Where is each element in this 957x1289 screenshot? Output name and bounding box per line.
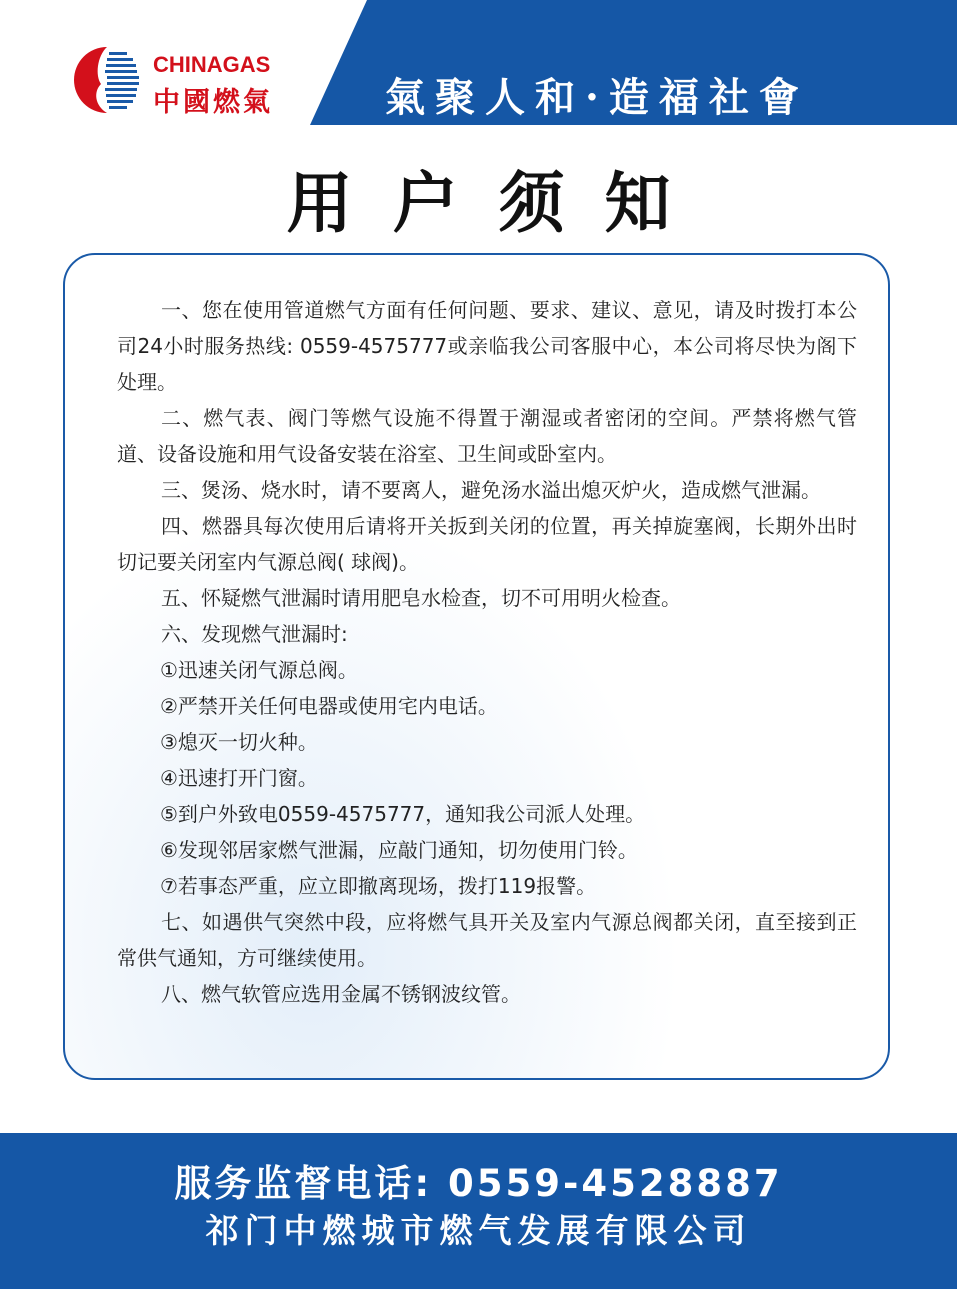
leak-step: ⑦若事态严重，应立即撤离现场，拨打119报警。 (160, 874, 597, 898)
notice-item: 八、燃气软管应选用金属不锈钢波纹管。 (161, 982, 521, 1006)
logo-text-en: CHINAGAS (153, 52, 271, 77)
leak-step: ④迅速打开门窗。 (160, 766, 318, 790)
notice-item: 七、如遇供气突然中段，应将燃气具开关及室内气源总阀都关闭，直至接到正常供气通知，方可继续使用。 (117, 910, 857, 970)
leak-step: ①迅速关闭气源总阀。 (160, 658, 358, 682)
notice-item: 四、燃器具每次使用后请将开关扳到关闭的位置，再关掉旋塞阀，长期外出时切记要关闭室内气源总阀( 球阀)。 (117, 514, 857, 574)
slogan: 氣聚人和·造福社會 (385, 74, 809, 121)
notice-item: 三、煲汤、烧水时，请不要离人，避免汤水溢出熄灭炉火，造成燃气泄漏。 (161, 478, 821, 502)
page-title: 用户须知 (286, 165, 711, 242)
footer-company: 祁门中燃城市燃气发展有限公司 (205, 1211, 752, 1250)
notice-content (117, 292, 857, 1012)
notice-item: 一、您在使用管道燃气方面有任何问题、要求、建议、意见，请及时拨打本公司24小时服务热线: 0559-4575777或亲临我公司客服中心，本公司将尽快为阁下处理。 (117, 298, 857, 394)
chinagas-logo-icon (73, 46, 141, 114)
notice-item: 五、怀疑燃气泄漏时请用肥皂水检查，切不可用明火检查。 (161, 586, 681, 610)
leak-step: ③熄灭一切火种。 (160, 730, 318, 754)
leak-step: ⑥发现邻居家燃气泄漏，应敲门通知，切勿使用门铃。 (160, 838, 638, 862)
footer-hotline: 服务监督电话: 0559-4528887 (174, 1162, 783, 1205)
logo-text-cn: 中國燃氣 (153, 87, 273, 118)
leak-step: ②严禁开关任何电器或使用宅内电话。 (160, 694, 498, 718)
notice-item: 二、燃气表、阀门等燃气设施不得置于潮湿或者密闭的空间。严禁将燃气管道、设备设施和用气设备安装在浴室、卫生间或卧室内。 (117, 406, 857, 466)
leak-step: ⑤到户外致电0559-4575777，通知我公司派人处理。 (160, 802, 646, 826)
notice-item: 六、发现燃气泄漏时: (161, 622, 348, 646)
